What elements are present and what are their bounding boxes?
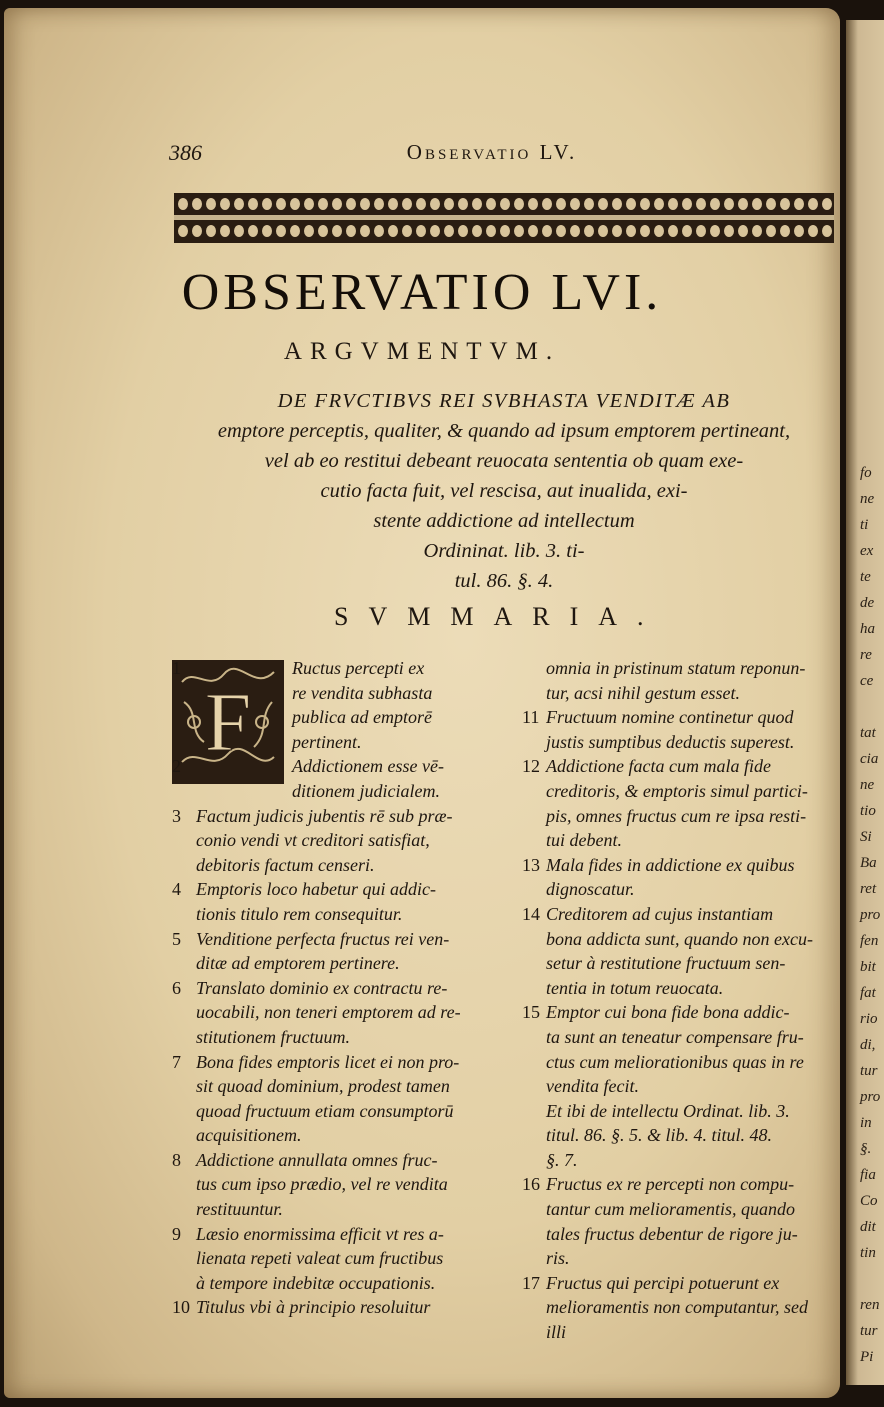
edge-fragment: ret bbox=[860, 881, 877, 897]
summary-line: tentia in totum reuocata. bbox=[546, 977, 724, 998]
summary-line: titul. 86. §. 5. & lib. 4. titul. 48. bbox=[546, 1125, 773, 1146]
edge-fragment: bit bbox=[860, 959, 876, 975]
summary-item-text bbox=[196, 1295, 502, 1320]
summary-line: sit quoad dominium, prodest tamen bbox=[196, 1076, 450, 1097]
summary-line: ditæ ad emptorem pertinere. bbox=[196, 953, 400, 974]
summary-line: acquisitionem. bbox=[196, 1125, 302, 1146]
summary-line: Fructus ex re percepti non compu- bbox=[546, 1174, 795, 1195]
edge-fragment: tin bbox=[860, 1245, 876, 1261]
summary-line: tales fructus debentur de rigore ju- bbox=[546, 1223, 798, 1244]
summary-item bbox=[522, 1271, 840, 1345]
edge-fragment: tat bbox=[860, 725, 876, 741]
summary-item-text bbox=[196, 877, 502, 926]
summary-item-text bbox=[546, 902, 840, 1000]
page-number: 386 bbox=[169, 140, 202, 165]
edge-fragment: pro bbox=[860, 907, 881, 923]
summary-item-number: 5 bbox=[172, 928, 181, 949]
summary-item bbox=[522, 1099, 840, 1173]
edge-fragment: te bbox=[860, 569, 871, 585]
summary-item-number: 1 bbox=[172, 658, 181, 678]
summary-line: Factum judicis jubentis rē sub præ- bbox=[196, 805, 453, 826]
summary-item-text bbox=[196, 754, 502, 803]
summary-item-text bbox=[196, 927, 502, 976]
summary-item-text bbox=[546, 1000, 840, 1098]
summary-line: §. 7. bbox=[546, 1149, 578, 1170]
summary-line: Addictionem esse vē- bbox=[292, 756, 444, 777]
summary-line: Fructuum nomine continetur quod bbox=[546, 707, 794, 728]
argumentum-line: vel ab eo restitui debeant reuocata sententia ob quam exe- bbox=[264, 450, 744, 472]
summary-line: debitoris factum censeri. bbox=[196, 854, 375, 875]
summary-item bbox=[172, 1050, 502, 1148]
summary-item-number: 11 bbox=[522, 707, 540, 728]
summaria-label: SVMMARIA. bbox=[334, 602, 664, 631]
edge-fragment: tur bbox=[860, 1063, 878, 1079]
argumentum-line: emptore perceptis, qualiter, & quando ad ipsum emptorem pertineant, bbox=[217, 420, 791, 442]
summary-item-text bbox=[546, 656, 840, 705]
summary-line: vendita fecit. bbox=[546, 1076, 639, 1097]
summary-column-right bbox=[522, 656, 840, 1345]
summary-item-number: 10 bbox=[172, 1297, 190, 1318]
summary-item bbox=[172, 804, 502, 878]
edge-fragment: Co bbox=[860, 1193, 878, 1209]
summary-item-number: 16 bbox=[522, 1174, 540, 1195]
summary-item-text bbox=[196, 976, 502, 1050]
summary-item-number: 13 bbox=[522, 854, 540, 875]
edge-fragment: tur bbox=[860, 1323, 878, 1339]
argumentum-text bbox=[174, 386, 834, 596]
book-page bbox=[4, 8, 840, 1398]
summary-line: ctus cum meliorationibus quas in re bbox=[546, 1051, 804, 1072]
edge-fragment: ren bbox=[860, 1297, 880, 1313]
summary-line: tur, acsi nihil gestum esset. bbox=[546, 682, 740, 703]
edge-fragment: re bbox=[860, 647, 872, 663]
summary-item-number: 4 bbox=[172, 879, 181, 900]
summary-item bbox=[172, 1148, 502, 1222]
summary-item-text bbox=[546, 1172, 840, 1270]
summary-item bbox=[172, 1295, 502, 1320]
summary-item-number: 2 bbox=[172, 756, 181, 777]
edge-fragment: Si bbox=[860, 829, 872, 845]
summary-line: Creditorem ad cujus instantiam bbox=[546, 903, 774, 924]
summary-line: Addictione annullata omnes fruc- bbox=[196, 1149, 438, 1170]
summary-line: tionis titulo rem consequitur. bbox=[196, 903, 403, 924]
summary-line: Et ibi de intellectu Ordinat. lib. 3. bbox=[546, 1100, 790, 1121]
summary-line: bona addicta sunt, quando non excu- bbox=[546, 928, 813, 949]
summary-item-number: 9 bbox=[172, 1223, 181, 1244]
main-title: OBSERVATIO LVI. bbox=[181, 264, 663, 321]
summary-item-text bbox=[196, 656, 502, 754]
summary-line: tui debent. bbox=[546, 830, 622, 851]
edge-fragment: ce bbox=[860, 673, 874, 689]
summary-item-text bbox=[196, 804, 502, 878]
summary-item bbox=[522, 754, 840, 852]
summary-line: pertinent. bbox=[292, 731, 362, 752]
summary-line: ta sunt an teneatur compensare fru- bbox=[546, 1026, 804, 1047]
summary-line: uocabili, non teneri emptorem ad re- bbox=[196, 1002, 461, 1023]
summary-item bbox=[522, 902, 840, 1000]
summary-line: restituuntur. bbox=[196, 1199, 283, 1220]
summary-line: illi bbox=[546, 1322, 567, 1343]
edge-fragment: cia bbox=[860, 751, 879, 767]
edge-fragment bbox=[860, 1266, 884, 1292]
summary-line: re vendita subhasta bbox=[292, 682, 433, 703]
summary-line: stitutionem fructuum. bbox=[196, 1026, 350, 1047]
summary-line: conio vendi vt creditori satisfiat, bbox=[196, 830, 430, 851]
argumentum-line: tul. 86. §. 4. bbox=[454, 570, 554, 592]
argumentum-line: DE FRVCTIBVS REI SVBHASTA VENDITÆ AB bbox=[277, 390, 731, 412]
summary-item bbox=[172, 927, 502, 976]
summary-item-number: 15 bbox=[522, 1002, 540, 1023]
summary-line: dignoscatur. bbox=[546, 879, 635, 900]
edge-fragment: §. bbox=[860, 1141, 872, 1157]
edge-fragment: ne bbox=[860, 777, 875, 793]
summary-item-number: 17 bbox=[522, 1272, 540, 1293]
summary-line: lienata repeti valeat cum fructibus bbox=[196, 1248, 444, 1269]
summary-item-number: 8 bbox=[172, 1149, 181, 1170]
summary-line: Addictione facta cum mala fide bbox=[546, 756, 771, 777]
summary-line: Bona fides emptoris licet ei non pro- bbox=[196, 1051, 460, 1072]
facing-page-edge bbox=[846, 20, 884, 1385]
summary-item bbox=[172, 877, 502, 926]
edge-fragment: fo bbox=[860, 465, 872, 481]
summary-item-number: 3 bbox=[172, 805, 181, 826]
summary-line: tantur cum melioramentis, quando bbox=[546, 1199, 795, 1220]
facing-page-text-fragments bbox=[860, 460, 884, 1370]
summary-item bbox=[172, 656, 502, 754]
summary-line: justis sumptibus deductis superest. bbox=[546, 731, 795, 752]
summary-line: Venditione perfecta fructus rei ven- bbox=[196, 928, 450, 949]
summary-line: tus cum ipso prædio, vel re vendita bbox=[196, 1174, 448, 1195]
summary-item-text bbox=[196, 1050, 502, 1148]
summary-item-text bbox=[546, 1271, 840, 1345]
summary-line: Fructus qui percipi potuerunt ex bbox=[546, 1272, 780, 1293]
summary-line: omnia in pristinum statum reponun- bbox=[546, 658, 806, 678]
summary-item bbox=[522, 1172, 840, 1270]
summary-line: ris. bbox=[546, 1248, 570, 1269]
summary-item bbox=[522, 705, 840, 754]
summary-item bbox=[172, 1222, 502, 1296]
edge-fragment: ne bbox=[860, 491, 875, 507]
summary-item-text bbox=[546, 705, 840, 754]
summary-item-number: 7 bbox=[172, 1051, 181, 1072]
edge-fragment: pro bbox=[860, 1089, 881, 1105]
summary-item-text bbox=[546, 853, 840, 902]
edge-fragment: fat bbox=[860, 985, 876, 1001]
summary-line: ditionem judicialem. bbox=[292, 780, 440, 801]
edge-fragment: ha bbox=[860, 621, 875, 637]
edge-fragment bbox=[860, 694, 884, 720]
summary-line: setur à restitutione fructuum sen- bbox=[546, 953, 786, 974]
summary-item-text bbox=[196, 1222, 502, 1296]
summary-column-left bbox=[172, 656, 502, 1320]
edge-fragment: fia bbox=[860, 1167, 876, 1183]
summary-item-number: 6 bbox=[172, 977, 181, 998]
summary-item-text bbox=[546, 1099, 840, 1173]
edge-fragment: tio bbox=[860, 803, 876, 819]
edge-fragment: di, bbox=[860, 1037, 876, 1053]
summary-item-number: 14 bbox=[522, 903, 540, 924]
summary-line: Emptoris loco habetur qui addic- bbox=[196, 879, 436, 900]
summary-line: melioramentis non computantur, sed bbox=[546, 1297, 808, 1318]
running-title: Observatio LV. bbox=[406, 140, 578, 164]
summary-line: publica ad emptorē bbox=[292, 707, 432, 728]
summary-line: Ructus percepti ex bbox=[292, 658, 425, 678]
argumentum-line: stente addictione ad intellectum bbox=[373, 510, 635, 532]
summary-line: Translato dominio ex contractu re- bbox=[196, 977, 448, 998]
edge-fragment: Pi bbox=[860, 1349, 874, 1365]
edge-fragment: Ba bbox=[860, 855, 877, 871]
edge-fragment: ti bbox=[860, 517, 869, 533]
summary-item bbox=[172, 754, 502, 803]
summary-line: Mala fides in addictione ex quibus bbox=[546, 854, 795, 875]
edge-fragment: de bbox=[860, 595, 875, 611]
initial-letter: F bbox=[204, 676, 252, 769]
summary-item-number: 12 bbox=[522, 756, 540, 777]
argumentum-label: ARGVMENTVM. bbox=[283, 338, 561, 365]
summary-item bbox=[522, 853, 840, 902]
argumentum-line: Ordininat. lib. 3. ti- bbox=[423, 540, 585, 562]
edge-fragment: ex bbox=[860, 543, 874, 559]
edge-fragment: rio bbox=[860, 1011, 878, 1027]
ornament-band bbox=[174, 193, 834, 243]
summary-line: Emptor cui bona fide bona addic- bbox=[546, 1002, 790, 1023]
edge-fragment: fen bbox=[860, 933, 879, 949]
running-head bbox=[4, 140, 840, 170]
edge-fragment: dit bbox=[860, 1219, 876, 1235]
edge-fragment: in bbox=[860, 1115, 872, 1131]
summary-line: Titulus vbi à principio resoluitur bbox=[196, 1297, 431, 1318]
summary-item bbox=[522, 1000, 840, 1098]
summary-item bbox=[522, 656, 840, 705]
summary-line: à tempore indebitæ occupationis. bbox=[196, 1272, 436, 1293]
summary-item bbox=[172, 976, 502, 1050]
summary-item-text bbox=[196, 1148, 502, 1222]
summary-line: pis, omnes fructus cum re ipsa resti- bbox=[546, 805, 807, 826]
summary-line: quoad fructuum etiam consumptorū bbox=[196, 1100, 454, 1121]
summary-line: Læsio enormissima efficit vt res a- bbox=[196, 1223, 444, 1244]
argumentum-line: cutio facta fuit, vel rescisa, aut inualida, exi- bbox=[320, 480, 688, 502]
summary-item-text bbox=[546, 754, 840, 852]
summary-line: creditoris, & emptoris simul partici- bbox=[546, 780, 808, 801]
